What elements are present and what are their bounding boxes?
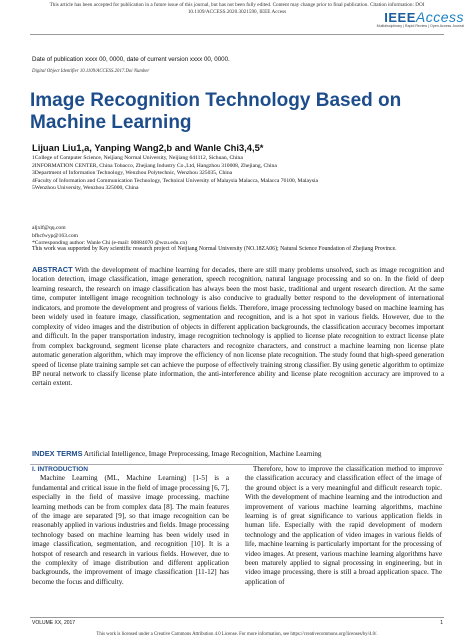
body-column-left [32, 465, 229, 587]
logo-ieee-text: IEEE [384, 10, 416, 25]
publication-notice-line1: This article has been accepted for publication in a future issue of this journal, but has not been fully edited. Content may change prior to final publication. Citation information: DOI [49, 2, 425, 8]
index-terms-text: Artificial Intelligence, Image Preprocessing, Image Recognition, Machine Learning [83, 450, 322, 458]
section-heading-introduction: I. INTRODUCTION [32, 466, 89, 473]
intro-paragraph-left: Machine Learning (ML, Machine Learning) [1-5] is a fundamental and critical issue in the field of image processing [6, 7], especially in the field of massive image processing, machine learning methods can be from complex data [8]. The main features of the image are separated [9], so that image recognition can be reasonably applied in various industries and fields. Image processing technology based on machine learning has been widely used in image classification, segmentation, and recognition [10]. It is a hotspot of research and research in various fields. However, due to the complexity of image distribution and different application backgrounds, the improvement of image classification [11-12] has become the focus and difficulty. [32, 474, 229, 586]
funding-statement: This work was supported by Key scientific research project of Neijiang Normal University (NO.18ZA06); Natural Science Foundation of Zhejiang Province. [32, 246, 397, 252]
volume-label: VOLUME XX, 2017 [32, 620, 76, 626]
abstract [32, 265, 444, 389]
paper-title: Image Recognition Technology Based on Machine Learning [30, 90, 402, 133]
logo-access-text: Access [415, 9, 464, 25]
publication-notice-line2: 10.1109/ACCESS.2020.3021590, IEEE Access [187, 9, 287, 16]
contact-email: bfhcfwyp@163.com [32, 232, 79, 239]
license-notice: This work is licensed under a Creative Commons Attribution 4.0 License. For more information, see https://creativecommons.org/licenses/by/4.0/. [96, 632, 378, 637]
logo-tagline: Multidisciplinary | Rapid Review | Open Access Journal [376, 24, 464, 28]
publication-dates: Date of publication xxxx 00, 0000, date of current version xxxx 00, 0000. [32, 56, 230, 63]
doi-line: Digital Object Identifier 10.1109/ACCESS.2017.Doi Number [32, 69, 150, 74]
affiliation-item: 5Wenzhou University, Wenzhou 325000, China [32, 185, 139, 192]
index-terms-label: INDEX TERMS [32, 449, 83, 458]
affiliation-item: 3Department of Information Technology, Wenzhou Polytechnic, Wenzhou 325035, China [32, 170, 233, 177]
affiliation-item: 4Faculty of Information and Communication Technology, Technical University of Malaysia Malacca, Malacca 76100, Malaysia [32, 177, 319, 184]
body-column-right [245, 465, 442, 587]
page-number: 1 [440, 620, 443, 626]
affiliation-item: 2INFORMATION CENTER, China Tobacco, Zhejiang Industry Co.,Ltd, Hangzhou 310008, Zhejiang, China [32, 162, 277, 169]
affiliation-list [32, 155, 452, 193]
ieee-access-logo [377, 9, 464, 28]
abstract-text: With the development of machine learning for decades, there are still many problems unsolved, such as image recognition and location detection, image classification, image generation, speech recognition, natural language processing and so on. In the field of deep learning research, the research on image classification has always been the most basic, traditional and urgent research direction. At the same time, computer intelligent image recognition technology is also conducive to gradually better respond to the development of international indicators, and promote the development and progress of various fields. Therefore, image processing technology based on machine learning has been widely used in feature image, classification, segmentation and recognition, and is a hot spot in various fields. However, due to the complexity of video images and the distribution of objects in different application backgrounds, the classification accuracy becomes important and difficult. In the paper transportation industry, image recognition technology is applied to license plate recognition to extract license plate from complex background, segment license plate characters and recognize characters, and construct a machine learning non license plate automatic generation algorithm, which may improve the efficiency of non license plate recognition. The study found that high-speed generation speed of license plate training sample set can achieve the purpose of effectively training strong classifier. By using genetic algorithm to optimize BP neural network to classify license plate information, the anti-interference ability and license plate recognition accuracy are improved to a certain extent. [32, 266, 444, 388]
affiliation-item: 1College of Computer Science, Neijiang Normal University, Neijiang 641112, Sichuan, China [32, 155, 243, 161]
footer-rule [30, 617, 444, 618]
header-rule [30, 34, 444, 35]
contact-email: aljxlf@qq.com [32, 225, 66, 231]
abstract-label: ABSTRACT [32, 265, 73, 274]
corresponding-author: *Corresponding author: Wanle Chi (e-mail: 00884070 @wzu.edu.cn) [32, 240, 187, 247]
author-list: Lijuan Liu1,a, Yanping Wang2,b and Wanle Chi3,4,5* [32, 142, 264, 153]
index-terms [32, 449, 444, 459]
intro-paragraph-right: Therefore, how to improve the classification method to improve the classification accuracy and classification effect of the image of the ground object is a very meaningful and difficult research topic. With the development of machine learning and the introduction and improvement of various machine learning algorithms, machine learning is of great significance to various application fields in human life. Especially with the rapid development of modern technology and the application of video images in various fields of life, machine learning is particularly important for the processing of video images. At present, various machine learning algorithms have been maturely applied to signal processing in engineering, but in video image processing, there is still a broad application space. The application of [245, 465, 442, 586]
